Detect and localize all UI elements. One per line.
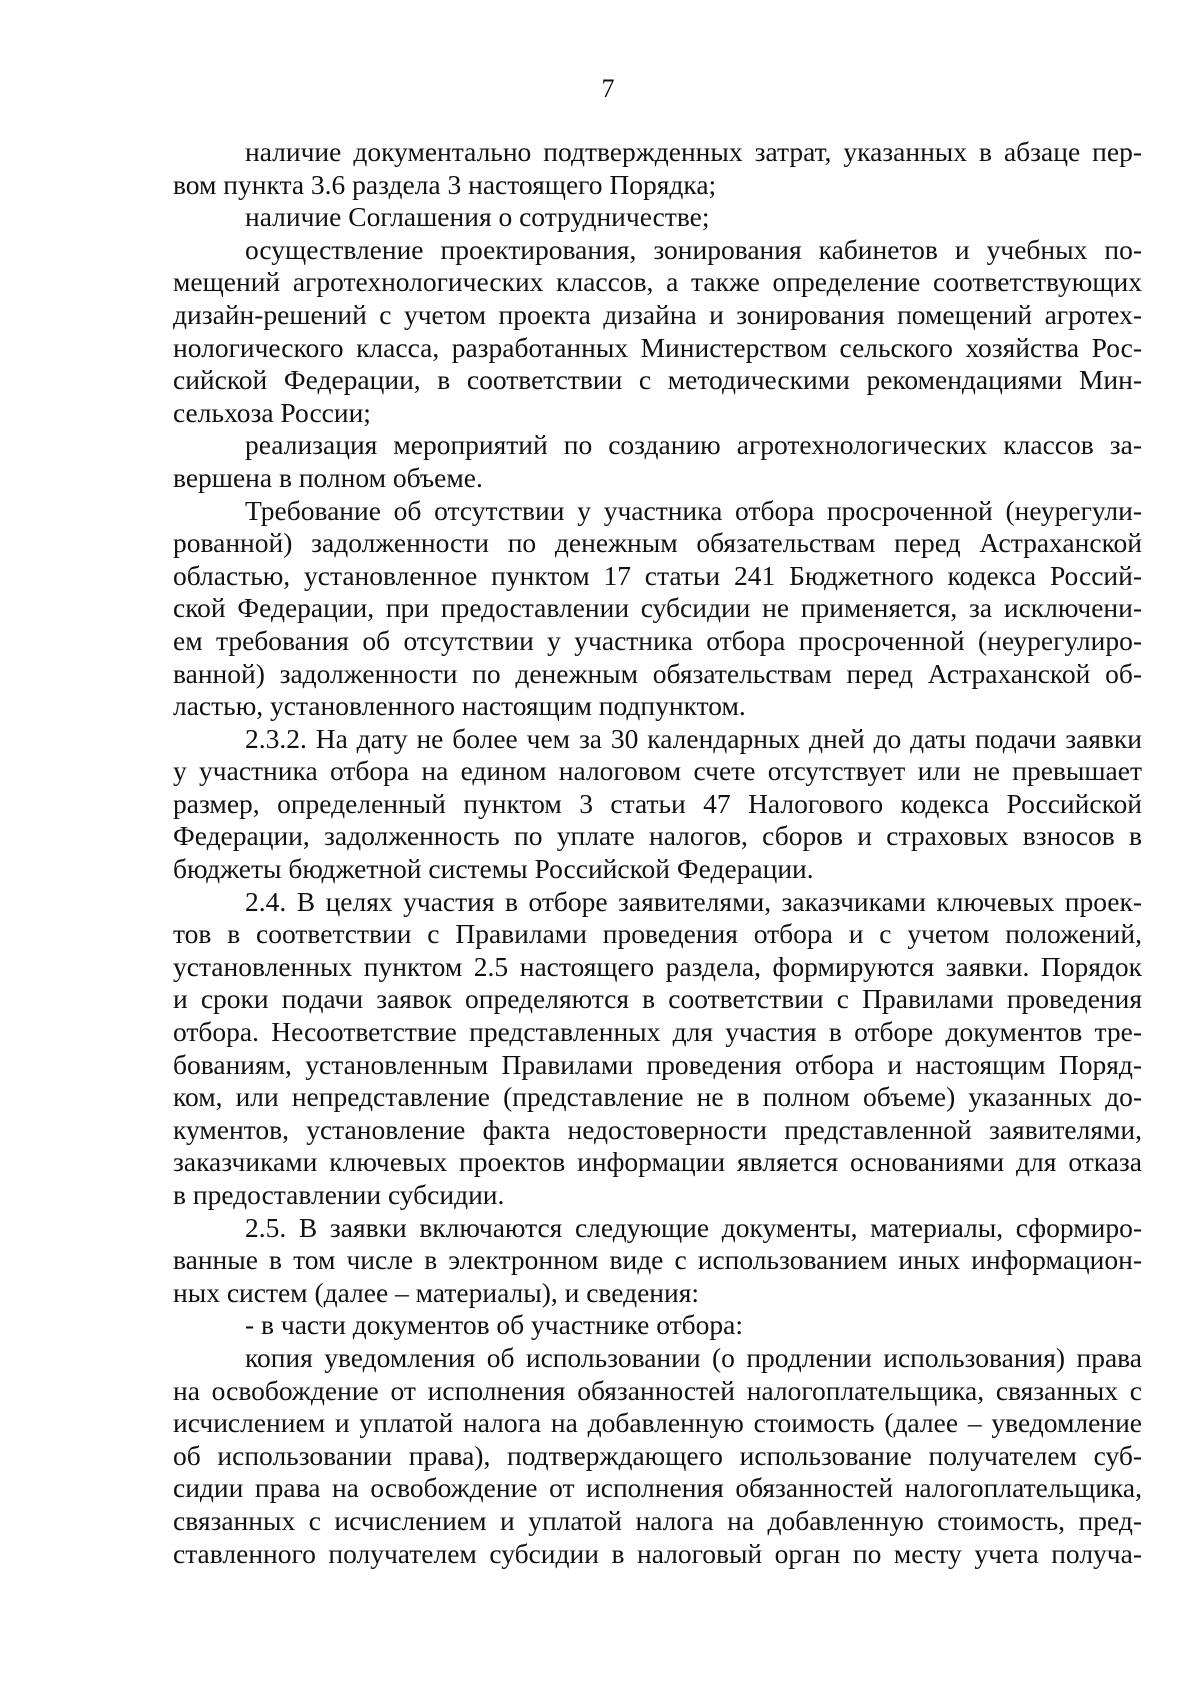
text-line: бюджеты бюджетной системы Российской Федерации. — [173, 853, 814, 885]
text-line: размер, определенный пунктом 3 статьи 47 Налогового кодекса Российской — [173, 787, 1142, 819]
text-line: сельхоза России; — [173, 396, 371, 428]
text-line: тов в соответствии с Правилами проведения отбора и с учетом положений, — [173, 918, 1142, 950]
text-line: заказчиками ключевых проектов информации является основаниями для отказа — [173, 1146, 1142, 1178]
text-line: ластью, установленного настоящим подпунктом. — [173, 690, 746, 722]
text-line: Требование об отсутствии у участника отбора просроченной (неурегули- — [245, 494, 1142, 526]
text-line: ванной) задолженности по денежным обязательствам перед Астраханской об- — [173, 657, 1142, 689]
text-line: вом пункта 3.6 раздела 3 настоящего Порядка; — [173, 168, 717, 200]
text-line: областью, установленное пунктом 17 статьи 241 Бюджетного кодекса Россий- — [173, 559, 1142, 591]
text-line: на освобождение от исполнения обязанностей налогоплательщика, связанных с — [173, 1374, 1142, 1406]
text-line: ской Федерации, при предоставлении субсидии не применяется, за исключени- — [173, 592, 1142, 624]
text-line: в предоставлении субсидии. — [173, 1179, 505, 1210]
page-number: 7 — [601, 74, 615, 103]
text-line: 2.5. В заявки включаются следующие документы, материалы, сформиро- — [245, 1211, 1142, 1243]
text-line: ных систем (далее – материалы), и сведения: — [173, 1276, 700, 1308]
text-line: нологического класса, разработанных Министерством сельского хозяйства Рос- — [173, 331, 1142, 363]
text-line: ставленного получателем субсидии в налоговый орган по месту учета получа- — [173, 1537, 1142, 1569]
text-line: Федерации, задолженность по уплате налогов, сборов и страховых взносов в — [173, 820, 1142, 852]
text-line: связанных с исчислением и уплатой налога на добавленную стоимость, пред- — [173, 1504, 1142, 1536]
text-line: рованной) задолженности по денежным обязательствам перед Астраханской — [173, 527, 1142, 559]
text-line: и сроки подачи заявок определяются в соответствии с Правилами проведения — [173, 983, 1142, 1015]
text-line: реализация мероприятий по созданию агротехнологических классов за- — [245, 429, 1142, 461]
text-line: 2.4. В целях участия в отборе заявителями, заказчиками ключевых проек- — [245, 885, 1142, 917]
text-line: сидии права на освобождение от исполнения обязанностей налогоплательщика, — [173, 1472, 1142, 1504]
text-line: сийской Федерации, в соответствии с методическими рекомендациями Мин- — [173, 364, 1142, 396]
text-line: у участника отбора на едином налоговом счете отсутствует или не превышает — [173, 755, 1142, 787]
text-line: исчислением и уплатой налога на добавленную стоимость (далее – уведомление — [173, 1407, 1142, 1439]
text-line: наличие документально подтвержденных затрат, указанных в абзаце пер- — [245, 136, 1142, 167]
text-line: дизайн-решений с учетом проекта дизайна и зонирования помещений агротех- — [173, 298, 1142, 330]
text-line: бованиям, установленным Правилами проведения отбора и настоящим Поряд- — [173, 1048, 1142, 1080]
text-line: установленных пунктом 2.5 настоящего раздела, формируются заявки. Порядок — [173, 950, 1142, 982]
text-line: ем требования об отсутствии у участника отбора просроченной (неурегулиро- — [173, 624, 1142, 656]
text-line: ванные в том числе в электронном виде с использованием иных информацион- — [173, 1244, 1142, 1276]
text-line: - в части документов об участнике отбора: — [245, 1309, 743, 1341]
text-line: копия уведомления об использовании (о продлении использования) права — [245, 1341, 1142, 1373]
text-line: осуществление проектирования, зонирования кабинетов и учебных по- — [245, 233, 1142, 265]
text-line: наличие Соглашения о сотрудничестве; — [245, 201, 710, 233]
text-line: 2.3.2. На дату не более чем за 30 календарных дней до даты подачи заявки — [245, 722, 1142, 754]
document-body — [173, 136, 1142, 1570]
text-line: вершена в полном объеме. — [173, 461, 483, 493]
text-line: мещений агротехнологических классов, а также определение соответствующих — [173, 266, 1142, 298]
text-line: ком, или непредставление (представление не в полном объеме) указанных до- — [173, 1081, 1142, 1113]
text-line: кументов, установление факта недостоверности представленной заявителями, — [173, 1113, 1142, 1145]
text-line: отбора. Несоответствие представленных для участия в отборе документов тре- — [173, 1016, 1142, 1048]
text-line: об использовании права), подтверждающего использование получателем суб- — [173, 1439, 1142, 1471]
